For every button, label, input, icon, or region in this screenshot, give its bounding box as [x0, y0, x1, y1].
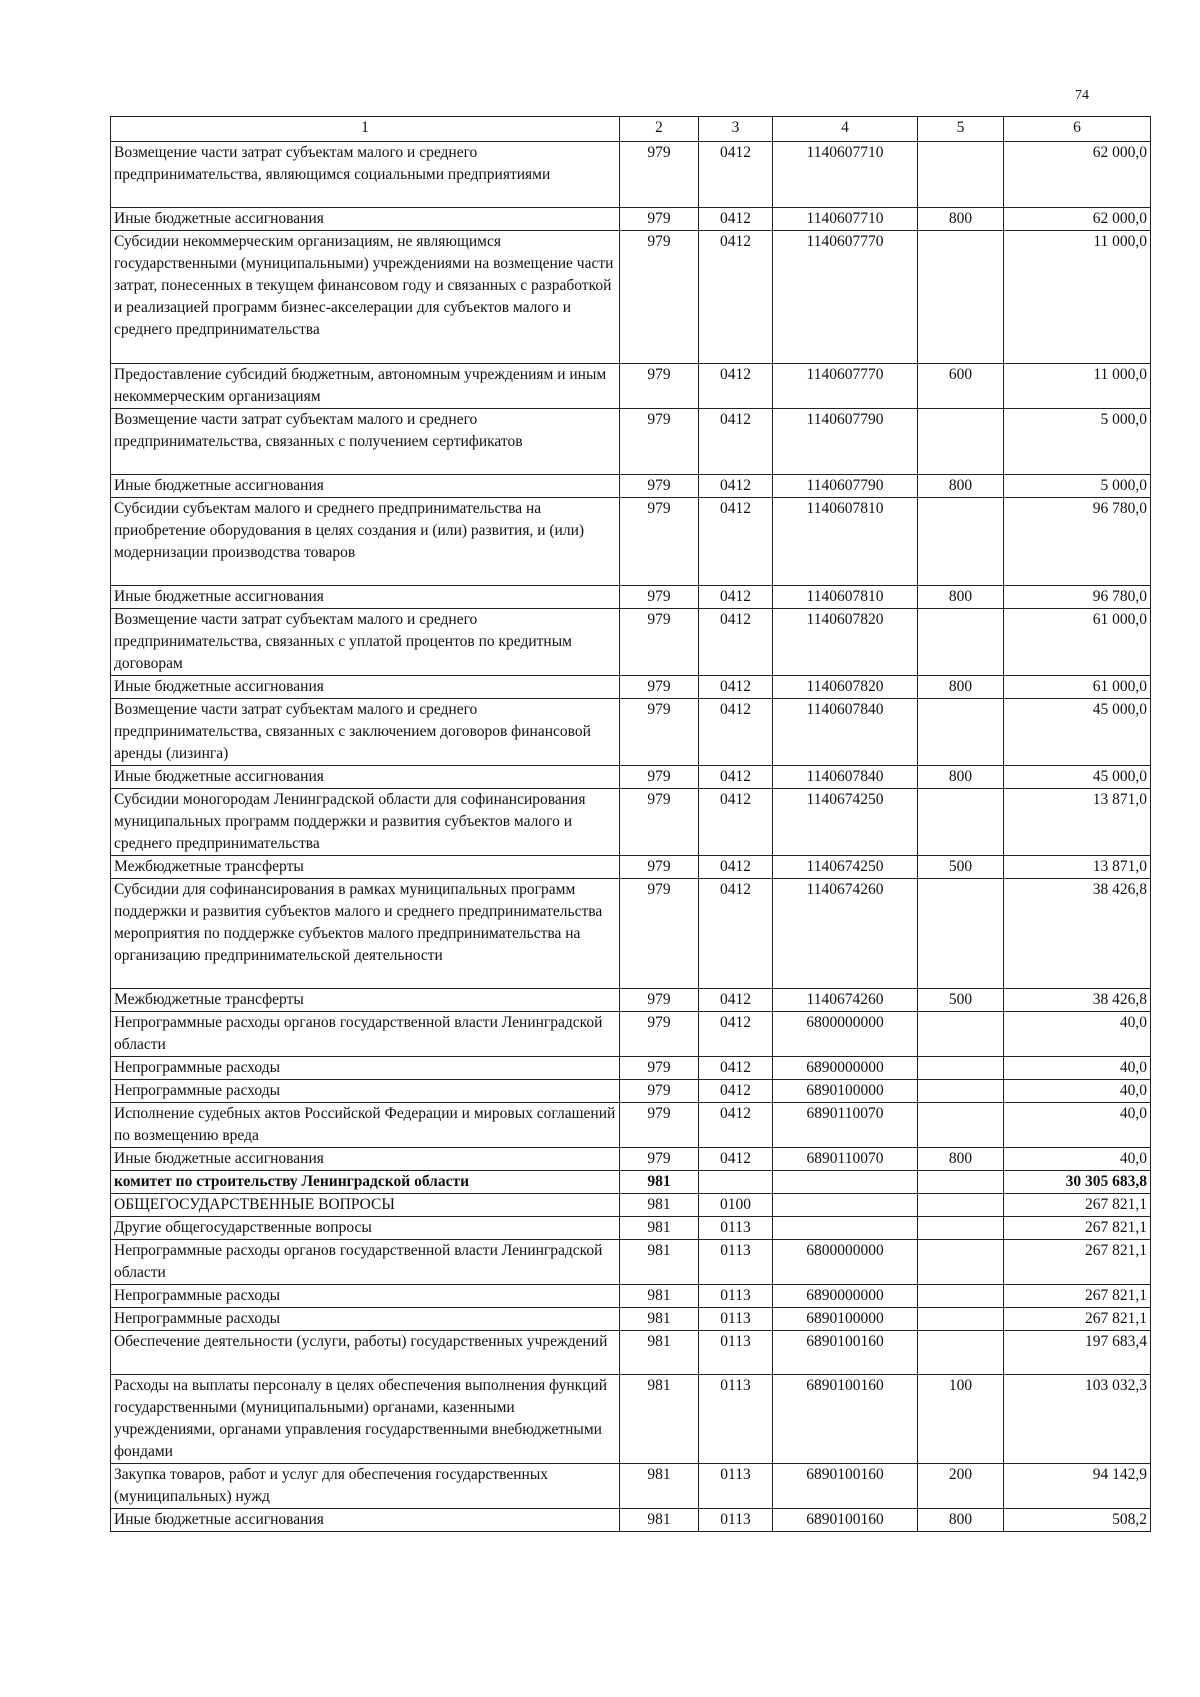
- row-amount-cell: 5 000,0: [1004, 409, 1151, 475]
- row-target-article-cell: 6890100160: [773, 1509, 918, 1532]
- row-name-cell: Возмещение части затрат субъектам малого и среднего предпринимательства, связанных с заключением договоров финансовой аренды (лизинга): [111, 699, 620, 766]
- row-expense-type-cell: [918, 1331, 1004, 1375]
- row-amount-cell: 61 000,0: [1004, 676, 1151, 699]
- row-amount-cell: 40,0: [1004, 1103, 1151, 1148]
- table-row: [111, 1148, 1151, 1171]
- row-expense-type-cell: 600: [918, 364, 1004, 409]
- row-glava-cell: 981: [620, 1194, 699, 1217]
- row-target-article-cell: 6890100160: [773, 1331, 918, 1375]
- row-glava-cell: 981: [620, 1331, 699, 1375]
- row-amount-cell: 11 000,0: [1004, 231, 1151, 364]
- table-row: [111, 766, 1151, 789]
- row-amount-cell: 38 426,8: [1004, 989, 1151, 1012]
- row-expense-type-cell: 800: [918, 1148, 1004, 1171]
- row-expense-type-cell: 500: [918, 989, 1004, 1012]
- row-expense-type-cell: 800: [918, 586, 1004, 609]
- row-section-cell: 0412: [699, 609, 773, 676]
- row-name-cell: Возмещение части затрат субъектам малого и среднего предпринимательства, связанных с уплатой процентов по кредитным договорам: [111, 609, 620, 676]
- column-header: 6: [1004, 117, 1151, 142]
- row-target-article-cell: [773, 1171, 918, 1194]
- row-expense-type-cell: [918, 1057, 1004, 1080]
- table-row: [111, 1285, 1151, 1308]
- row-amount-cell: 267 821,1: [1004, 1308, 1151, 1331]
- row-amount-cell: 40,0: [1004, 1080, 1151, 1103]
- row-name-cell: Иные бюджетные ассигнования: [111, 1148, 620, 1171]
- row-target-article-cell: [773, 1217, 918, 1240]
- row-amount-cell: 267 821,1: [1004, 1217, 1151, 1240]
- row-amount-cell: 96 780,0: [1004, 498, 1151, 586]
- row-target-article-cell: 6890100000: [773, 1308, 918, 1331]
- row-name-cell: Закупка товаров, работ и услуг для обеспечения государственных (муниципальных) нужд: [111, 1464, 620, 1509]
- row-glava-cell: 979: [620, 699, 699, 766]
- row-amount-cell: 11 000,0: [1004, 364, 1151, 409]
- row-section-cell: 0113: [699, 1217, 773, 1240]
- row-glava-cell: 979: [620, 586, 699, 609]
- row-name-cell: комитет по строительству Ленинградской области: [111, 1171, 620, 1194]
- row-expense-type-cell: [918, 409, 1004, 475]
- row-glava-cell: 979: [620, 676, 699, 699]
- row-glava-cell: 979: [620, 1148, 699, 1171]
- row-section-cell: 0113: [699, 1509, 773, 1532]
- row-glava-cell: 979: [620, 1057, 699, 1080]
- row-section-cell: 0412: [699, 1148, 773, 1171]
- table-row: [111, 989, 1151, 1012]
- table-row: [111, 208, 1151, 231]
- row-amount-cell: 62 000,0: [1004, 208, 1151, 231]
- row-section-cell: [699, 1171, 773, 1194]
- row-glava-cell: 979: [620, 231, 699, 364]
- row-target-article-cell: 1140607710: [773, 142, 918, 208]
- row-amount-cell: 267 821,1: [1004, 1194, 1151, 1217]
- row-amount-cell: 13 871,0: [1004, 856, 1151, 879]
- table-row: [111, 789, 1151, 856]
- row-glava-cell: 981: [620, 1509, 699, 1532]
- row-amount-cell: 30 305 683,8: [1004, 1171, 1151, 1194]
- row-expense-type-cell: [918, 231, 1004, 364]
- row-amount-cell: 13 871,0: [1004, 789, 1151, 856]
- row-target-article-cell: 6890100160: [773, 1464, 918, 1509]
- row-expense-type-cell: [918, 1171, 1004, 1194]
- row-amount-cell: 267 821,1: [1004, 1285, 1151, 1308]
- row-amount-cell: 61 000,0: [1004, 609, 1151, 676]
- row-section-cell: 0113: [699, 1375, 773, 1464]
- row-glava-cell: 981: [620, 1171, 699, 1194]
- row-glava-cell: 981: [620, 1217, 699, 1240]
- row-expense-type-cell: [918, 1012, 1004, 1057]
- row-target-article-cell: 6890000000: [773, 1285, 918, 1308]
- row-name-cell: Непрограммные расходы органов государственной власти Ленинградской области: [111, 1012, 620, 1057]
- row-expense-type-cell: 800: [918, 475, 1004, 498]
- row-target-article-cell: 6890100160: [773, 1375, 918, 1464]
- row-amount-cell: 45 000,0: [1004, 699, 1151, 766]
- row-section-cell: 0412: [699, 789, 773, 856]
- row-name-cell: Непрограммные расходы органов государственной власти Ленинградской области: [111, 1240, 620, 1285]
- row-target-article-cell: 6890110070: [773, 1148, 918, 1171]
- table-row: [111, 1331, 1151, 1375]
- row-glava-cell: 979: [620, 498, 699, 586]
- row-expense-type-cell: [918, 142, 1004, 208]
- row-target-article-cell: 1140607820: [773, 609, 918, 676]
- row-glava-cell: 979: [620, 1012, 699, 1057]
- row-section-cell: 0412: [699, 364, 773, 409]
- table-row: [111, 676, 1151, 699]
- row-target-article-cell: 1140607790: [773, 409, 918, 475]
- row-amount-cell: 62 000,0: [1004, 142, 1151, 208]
- row-name-cell: Обеспечение деятельности (услуги, работы) государственных учреждений: [111, 1331, 620, 1375]
- row-glava-cell: 979: [620, 142, 699, 208]
- row-amount-cell: 40,0: [1004, 1148, 1151, 1171]
- row-name-cell: Другие общегосударственные вопросы: [111, 1217, 620, 1240]
- row-section-cell: 0412: [699, 699, 773, 766]
- row-amount-cell: 40,0: [1004, 1012, 1151, 1057]
- row-section-cell: 0113: [699, 1308, 773, 1331]
- row-expense-type-cell: [918, 699, 1004, 766]
- row-target-article-cell: [773, 1194, 918, 1217]
- row-amount-cell: 267 821,1: [1004, 1240, 1151, 1285]
- row-target-article-cell: 1140674250: [773, 789, 918, 856]
- row-glava-cell: 979: [620, 475, 699, 498]
- row-name-cell: Непрограммные расходы: [111, 1057, 620, 1080]
- row-section-cell: 0100: [699, 1194, 773, 1217]
- row-target-article-cell: 1140607820: [773, 676, 918, 699]
- table-row: [111, 609, 1151, 676]
- table-row: [111, 1240, 1151, 1285]
- row-target-article-cell: 6800000000: [773, 1012, 918, 1057]
- row-expense-type-cell: 800: [918, 208, 1004, 231]
- table-row: [111, 1509, 1151, 1532]
- row-target-article-cell: 1140607840: [773, 766, 918, 789]
- row-amount-cell: 38 426,8: [1004, 879, 1151, 989]
- row-target-article-cell: 6890000000: [773, 1057, 918, 1080]
- row-target-article-cell: 1140607710: [773, 208, 918, 231]
- row-glava-cell: 979: [620, 208, 699, 231]
- row-section-cell: 0412: [699, 208, 773, 231]
- row-expense-type-cell: 800: [918, 676, 1004, 699]
- row-section-cell: 0412: [699, 766, 773, 789]
- table-row: [111, 1464, 1151, 1509]
- row-glava-cell: 979: [620, 1080, 699, 1103]
- column-header: 5: [918, 117, 1004, 142]
- table-row: [111, 1080, 1151, 1103]
- row-section-cell: 0412: [699, 142, 773, 208]
- row-name-cell: Непрограммные расходы: [111, 1285, 620, 1308]
- column-header: 4: [773, 117, 918, 142]
- table-row: [111, 475, 1151, 498]
- row-name-cell: Иные бюджетные ассигнования: [111, 1509, 620, 1532]
- row-glava-cell: 979: [620, 409, 699, 475]
- row-section-cell: 0412: [699, 409, 773, 475]
- row-glava-cell: 979: [620, 766, 699, 789]
- table-row: [111, 699, 1151, 766]
- table-row: [111, 879, 1151, 989]
- row-expense-type-cell: [918, 1217, 1004, 1240]
- row-name-cell: Возмещение части затрат субъектам малого и среднего предпринимательства, связанных с получением сертификатов: [111, 409, 620, 475]
- row-expense-type-cell: 800: [918, 766, 1004, 789]
- row-glava-cell: 981: [620, 1285, 699, 1308]
- row-expense-type-cell: [918, 609, 1004, 676]
- row-section-cell: 0113: [699, 1285, 773, 1308]
- row-expense-type-cell: [918, 498, 1004, 586]
- row-name-cell: Непрограммные расходы: [111, 1080, 620, 1103]
- row-section-cell: 0412: [699, 879, 773, 989]
- row-name-cell: Непрограммные расходы: [111, 1308, 620, 1331]
- budget-table: [110, 116, 1151, 1532]
- row-name-cell: Иные бюджетные ассигнования: [111, 766, 620, 789]
- row-expense-type-cell: [918, 1080, 1004, 1103]
- table-row: [111, 1375, 1151, 1464]
- row-section-cell: 0412: [699, 498, 773, 586]
- row-name-cell: Субсидии для софинансирования в рамках муниципальных программ поддержки и развития субъектов малого и среднего предпринимательства мероприятия по поддержке субъектов малого предпринимательства на организацию предпринимательской деятельности: [111, 879, 620, 989]
- row-section-cell: 0113: [699, 1240, 773, 1285]
- row-name-cell: Возмещение части затрат субъектам малого и среднего предпринимательства, являющимся социальными предприятиями: [111, 142, 620, 208]
- row-name-cell: ОБЩЕГОСУДАРСТВЕННЫЕ ВОПРОСЫ: [111, 1194, 620, 1217]
- table-row: [111, 1194, 1151, 1217]
- row-expense-type-cell: 200: [918, 1464, 1004, 1509]
- table-row: [111, 1171, 1151, 1194]
- row-name-cell: Межбюджетные трансферты: [111, 856, 620, 879]
- row-section-cell: 0412: [699, 989, 773, 1012]
- row-amount-cell: 45 000,0: [1004, 766, 1151, 789]
- column-header: 3: [699, 117, 773, 142]
- table-row: [111, 231, 1151, 364]
- table-row: [111, 142, 1151, 208]
- row-amount-cell: 94 142,9: [1004, 1464, 1151, 1509]
- row-name-cell: Иные бюджетные ассигнования: [111, 586, 620, 609]
- row-glava-cell: 979: [620, 1103, 699, 1148]
- column-header: 1: [111, 117, 620, 142]
- row-glava-cell: 981: [620, 1308, 699, 1331]
- row-target-article-cell: 6800000000: [773, 1240, 918, 1285]
- row-section-cell: 0412: [699, 1057, 773, 1080]
- row-target-article-cell: 1140607770: [773, 364, 918, 409]
- row-target-article-cell: 1140607810: [773, 498, 918, 586]
- row-target-article-cell: 1140674260: [773, 989, 918, 1012]
- row-name-cell: Исполнение судебных актов Российской Федерации и мировых соглашений по возмещению вреда: [111, 1103, 620, 1148]
- row-expense-type-cell: 500: [918, 856, 1004, 879]
- row-target-article-cell: 6890110070: [773, 1103, 918, 1148]
- row-section-cell: 0113: [699, 1331, 773, 1375]
- row-section-cell: 0412: [699, 856, 773, 879]
- row-section-cell: 0113: [699, 1464, 773, 1509]
- row-name-cell: Иные бюджетные ассигнования: [111, 208, 620, 231]
- row-amount-cell: 96 780,0: [1004, 586, 1151, 609]
- row-name-cell: Расходы на выплаты персоналу в целях обеспечения выполнения функций государственными (муниципальными) органами, казенными учреждениями, органами управления государственными внебюджетными фондами: [111, 1375, 620, 1464]
- table-row: [111, 498, 1151, 586]
- row-glava-cell: 979: [620, 856, 699, 879]
- row-section-cell: 0412: [699, 1080, 773, 1103]
- table-row: [111, 1308, 1151, 1331]
- row-section-cell: 0412: [699, 475, 773, 498]
- row-expense-type-cell: 800: [918, 1509, 1004, 1532]
- table-header-row: [111, 117, 1151, 142]
- row-expense-type-cell: [918, 1308, 1004, 1331]
- row-glava-cell: 979: [620, 609, 699, 676]
- row-section-cell: 0412: [699, 586, 773, 609]
- row-expense-type-cell: [918, 879, 1004, 989]
- row-name-cell: Предоставление субсидий бюджетным, автономным учреждениям и иным некоммерческим организациям: [111, 364, 620, 409]
- row-section-cell: 0412: [699, 676, 773, 699]
- row-glava-cell: 981: [620, 1464, 699, 1509]
- row-expense-type-cell: [918, 1240, 1004, 1285]
- row-target-article-cell: 1140674250: [773, 856, 918, 879]
- row-name-cell: Иные бюджетные ассигнования: [111, 676, 620, 699]
- row-amount-cell: 5 000,0: [1004, 475, 1151, 498]
- table-row: [111, 586, 1151, 609]
- row-target-article-cell: 1140607790: [773, 475, 918, 498]
- table-row: [111, 409, 1151, 475]
- row-target-article-cell: 1140674260: [773, 879, 918, 989]
- row-glava-cell: 979: [620, 789, 699, 856]
- row-section-cell: 0412: [699, 1012, 773, 1057]
- table-body: [111, 142, 1151, 1532]
- row-name-cell: Субсидии моногородам Ленинградской области для софинансирования муниципальных программ поддержки и развития субъектов малого и среднего предпринимательства: [111, 789, 620, 856]
- row-target-article-cell: 6890100000: [773, 1080, 918, 1103]
- row-amount-cell: 103 032,3: [1004, 1375, 1151, 1464]
- row-name-cell: Субсидии некоммерческим организациям, не являющимся государственными (муниципальными) учреждениями на возмещение части затрат, понесенных в текущем финансовом году и связанных с разработкой и реализацией программ бизнес-акселерации для субъектов малого и среднего предпринимательства: [111, 231, 620, 364]
- row-expense-type-cell: 100: [918, 1375, 1004, 1464]
- table-row: [111, 1012, 1151, 1057]
- row-amount-cell: 197 683,4: [1004, 1331, 1151, 1375]
- row-target-article-cell: 1140607770: [773, 231, 918, 364]
- row-target-article-cell: 1140607840: [773, 699, 918, 766]
- row-glava-cell: 979: [620, 989, 699, 1012]
- row-expense-type-cell: [918, 1285, 1004, 1308]
- page-number: 74: [1075, 88, 1089, 103]
- column-header: 2: [620, 117, 699, 142]
- row-name-cell: Иные бюджетные ассигнования: [111, 475, 620, 498]
- table-row: [111, 1217, 1151, 1240]
- row-expense-type-cell: [918, 1194, 1004, 1217]
- table-row: [111, 856, 1151, 879]
- row-name-cell: Межбюджетные трансферты: [111, 989, 620, 1012]
- row-section-cell: 0412: [699, 231, 773, 364]
- row-glava-cell: 979: [620, 364, 699, 409]
- row-glava-cell: 979: [620, 879, 699, 989]
- row-glava-cell: 981: [620, 1240, 699, 1285]
- table-row: [111, 1103, 1151, 1148]
- row-name-cell: Субсидии субъектам малого и среднего предпринимательства на приобретение оборудования в целях создания и (или) развития, и (или) модернизации производства товаров: [111, 498, 620, 586]
- table-row: [111, 1057, 1151, 1080]
- row-amount-cell: 508,2: [1004, 1509, 1151, 1532]
- row-target-article-cell: 1140607810: [773, 586, 918, 609]
- row-glava-cell: 981: [620, 1375, 699, 1464]
- row-expense-type-cell: [918, 789, 1004, 856]
- row-amount-cell: 40,0: [1004, 1057, 1151, 1080]
- row-section-cell: 0412: [699, 1103, 773, 1148]
- table-row: [111, 364, 1151, 409]
- row-expense-type-cell: [918, 1103, 1004, 1148]
